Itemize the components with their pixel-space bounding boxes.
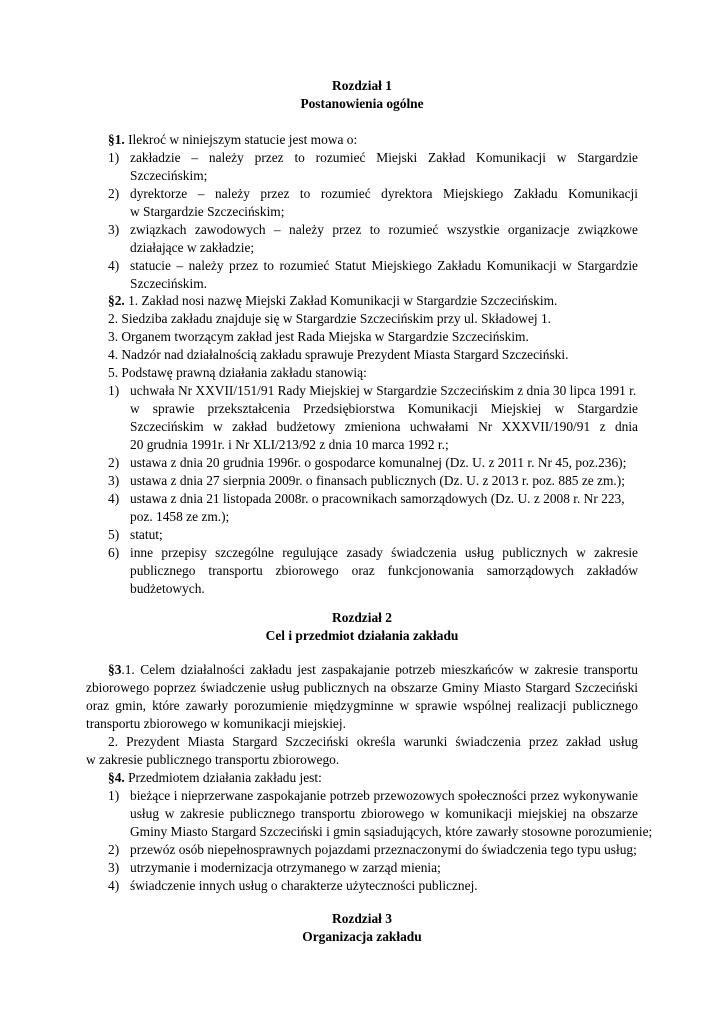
- section-4-label: §4.: [108, 770, 125, 785]
- s4-item-line: Gminy Miasto Stargard Szczeciński i gmin sąsiadujących, które zawarły stosowne porozumienie;: [130, 824, 653, 839]
- s2-item-num: 6): [108, 545, 120, 560]
- s1-item-num: 3): [108, 222, 120, 237]
- s4-item-line: bieżące i nieprzerwane zaspokajanie potrzeb przewozowych społeczności przez wykonywanie: [130, 788, 638, 803]
- s2-item-line: Szczecińskim w zakład budżetowy zmieniona uchwałami Nr XXXVII/190/91 z dnia: [130, 419, 638, 434]
- s2-item-num: 3): [108, 473, 120, 488]
- s1-item-line: w Stargardzie Szczecińskim;: [130, 204, 285, 219]
- s2-item-line: uchwała Nr XXVII/151/91 Rady Miejskiej w Stargardzie Szczecińskim z dnia 30 lipca 1991 r.: [130, 383, 637, 398]
- s2-item-num: 1): [108, 383, 120, 398]
- section-3-line: oraz gmin, które zawarły porozumienie międzygminne w sprawie wspólnej realizacji publicznego: [86, 698, 638, 713]
- s2-item-line: statut;: [130, 527, 163, 542]
- s1-item-line: dyrektorze – należy przez to rozumieć dyrektora Miejskiego Zakładu Komunikacji: [130, 186, 638, 201]
- section-2-para-2: 2. Siedziba zakładu znajduje się w Stargardzie Szczecińskim przy ul. Składowej 1.: [108, 311, 551, 326]
- chapter-3-title: Rozdział 3: [332, 911, 392, 926]
- section-3-line-text: .1. Celem działalności zakładu jest zaspakajanie potrzeb mieszkańców w zakresie transportu: [121, 662, 638, 677]
- section-2-para-1: [108, 292, 557, 310]
- s2-item-line: 20 grudnia 1991r. i Nr XLI/213/92 z dnia 10 marca 1992 r.;: [130, 437, 449, 452]
- section-2-para-1-text: 1. Zakład nosi nazwę Miejski Zakład Komunikacji w Stargardzie Szczecińskim.: [124, 293, 558, 308]
- s2-item-num: 2): [108, 455, 120, 470]
- s4-item-num: 4): [108, 878, 120, 893]
- section-3-para-2: 2. Prezydent Miasta Stargard Szczeciński określa warunki świadczenia przez zakład usług: [108, 734, 638, 749]
- s2-item-line: publicznego transportu zbiorowego oraz funkcjonowania samorządowych zakładów: [130, 563, 638, 578]
- section-4-intro-text: Przedmiotem działania zakładu jest:: [124, 770, 322, 785]
- s1-item-line: Szczecińskim.: [130, 276, 207, 291]
- s4-item-line: usług w zakresie publicznego transportu zbiorowego w komunikacji miejskiej na obszarze: [130, 806, 638, 821]
- chapter-3-subtitle: Organizacja zakładu: [302, 929, 422, 944]
- s1-item-num: 1): [108, 150, 120, 165]
- s2-item-num: 5): [108, 527, 120, 542]
- s4-item-num: 1): [108, 788, 120, 803]
- section-2-label: §2.: [108, 293, 125, 308]
- section-3-label: §3: [108, 662, 122, 677]
- chapter-2-subtitle: Cel i przedmiot działania zakładu: [265, 628, 459, 643]
- s4-item-num: 2): [108, 842, 120, 857]
- section-1-intro-text: Ilekroć w niniejszym statucie jest mowa o:: [124, 132, 358, 147]
- s1-item-line: statucie – należy przez to rozumieć Statut Miejskiego Zakładu Komunikacji w Stargardzie: [130, 258, 638, 273]
- section-1-intro: [108, 131, 357, 149]
- s1-item-line: związkach zawodowych – należy przez to rozumieć wszystkie organizacje związkowe: [130, 222, 638, 237]
- section-2-para-4: 4. Nadzór nad działalnością zakładu sprawuje Prezydent Miasta Stargard Szczeciński.: [108, 347, 569, 362]
- s1-item-num: 4): [108, 258, 120, 273]
- s2-item-line: ustawa z dnia 20 grudnia 1996r. o gospodarce komunalnej (Dz. U. z 2011 r. Nr 45, poz.236);: [130, 455, 627, 470]
- section-4-intro: [108, 769, 322, 787]
- section-3-line: transportu zbiorowego w komunikacji miejskiej.: [86, 716, 346, 731]
- section-1-label: §1.: [108, 132, 125, 147]
- s2-item-num: 4): [108, 491, 120, 506]
- s1-item-line: zakładzie – należy przez to rozumieć Miejski Zakład Komunikacji w Stargardzie: [130, 150, 638, 165]
- s1-item-line: Szczecińskim;: [130, 168, 208, 183]
- s2-item-line: w sprawie przekształcenia Przedsiębiorstwa Komunikacji Miejskiej w Stargardzie: [130, 401, 638, 416]
- s2-item-line: ustawa z dnia 21 listopada 2008r. o pracownikach samorządowych (Dz. U. z 2008 r. Nr 223,: [130, 491, 625, 506]
- s1-item-num: 2): [108, 186, 120, 201]
- section-2-para-5: 5. Podstawę prawną działania zakładu stanowią:: [108, 365, 367, 380]
- s2-item-line: inne przepisy szczególne regulujące zasady świadczenia usług publicznych w zakresie: [130, 545, 638, 560]
- s2-item-line: budżetowych.: [130, 581, 205, 596]
- chapter-2-title: Rozdział 2: [332, 610, 392, 625]
- s4-item-line: przewóz osób niepełnosprawnych pojazdami przeznaczonymi do świadczenia tego typu usług;: [130, 842, 637, 857]
- s4-item-num: 3): [108, 860, 120, 875]
- s4-item-line: świadczenie innych usług o charakterze użyteczności publicznej.: [130, 878, 478, 893]
- section-2-para-3: 3. Organem tworzącym zakład jest Rada Miejska w Stargardzie Szczecińskim.: [108, 329, 529, 344]
- chapter-1-title: Rozdział 1: [332, 78, 392, 93]
- s2-item-line: poz. 1458 ze zm.);: [130, 509, 230, 524]
- section-3-para-2: w zakresie publicznego transportu zbiorowego.: [86, 752, 340, 767]
- s1-item-line: działające w zakładzie;: [130, 240, 255, 255]
- section-3-line: zbiorowego poprzez świadczenie usług publicznych na obszarze Gminy Miasto Stargard Szczeciński: [86, 680, 638, 695]
- chapter-1-subtitle: Postanowienia ogólne: [300, 96, 424, 111]
- section-3-line: [108, 661, 638, 679]
- s4-item-line: utrzymanie i modernizacja otrzymanego w zarząd mienia;: [130, 860, 441, 875]
- s2-item-line: ustawa z dnia 27 sierpnia 2009r. o finansach publicznych (Dz. U. z 2013 r. poz. 885 ze zm.);: [130, 473, 625, 488]
